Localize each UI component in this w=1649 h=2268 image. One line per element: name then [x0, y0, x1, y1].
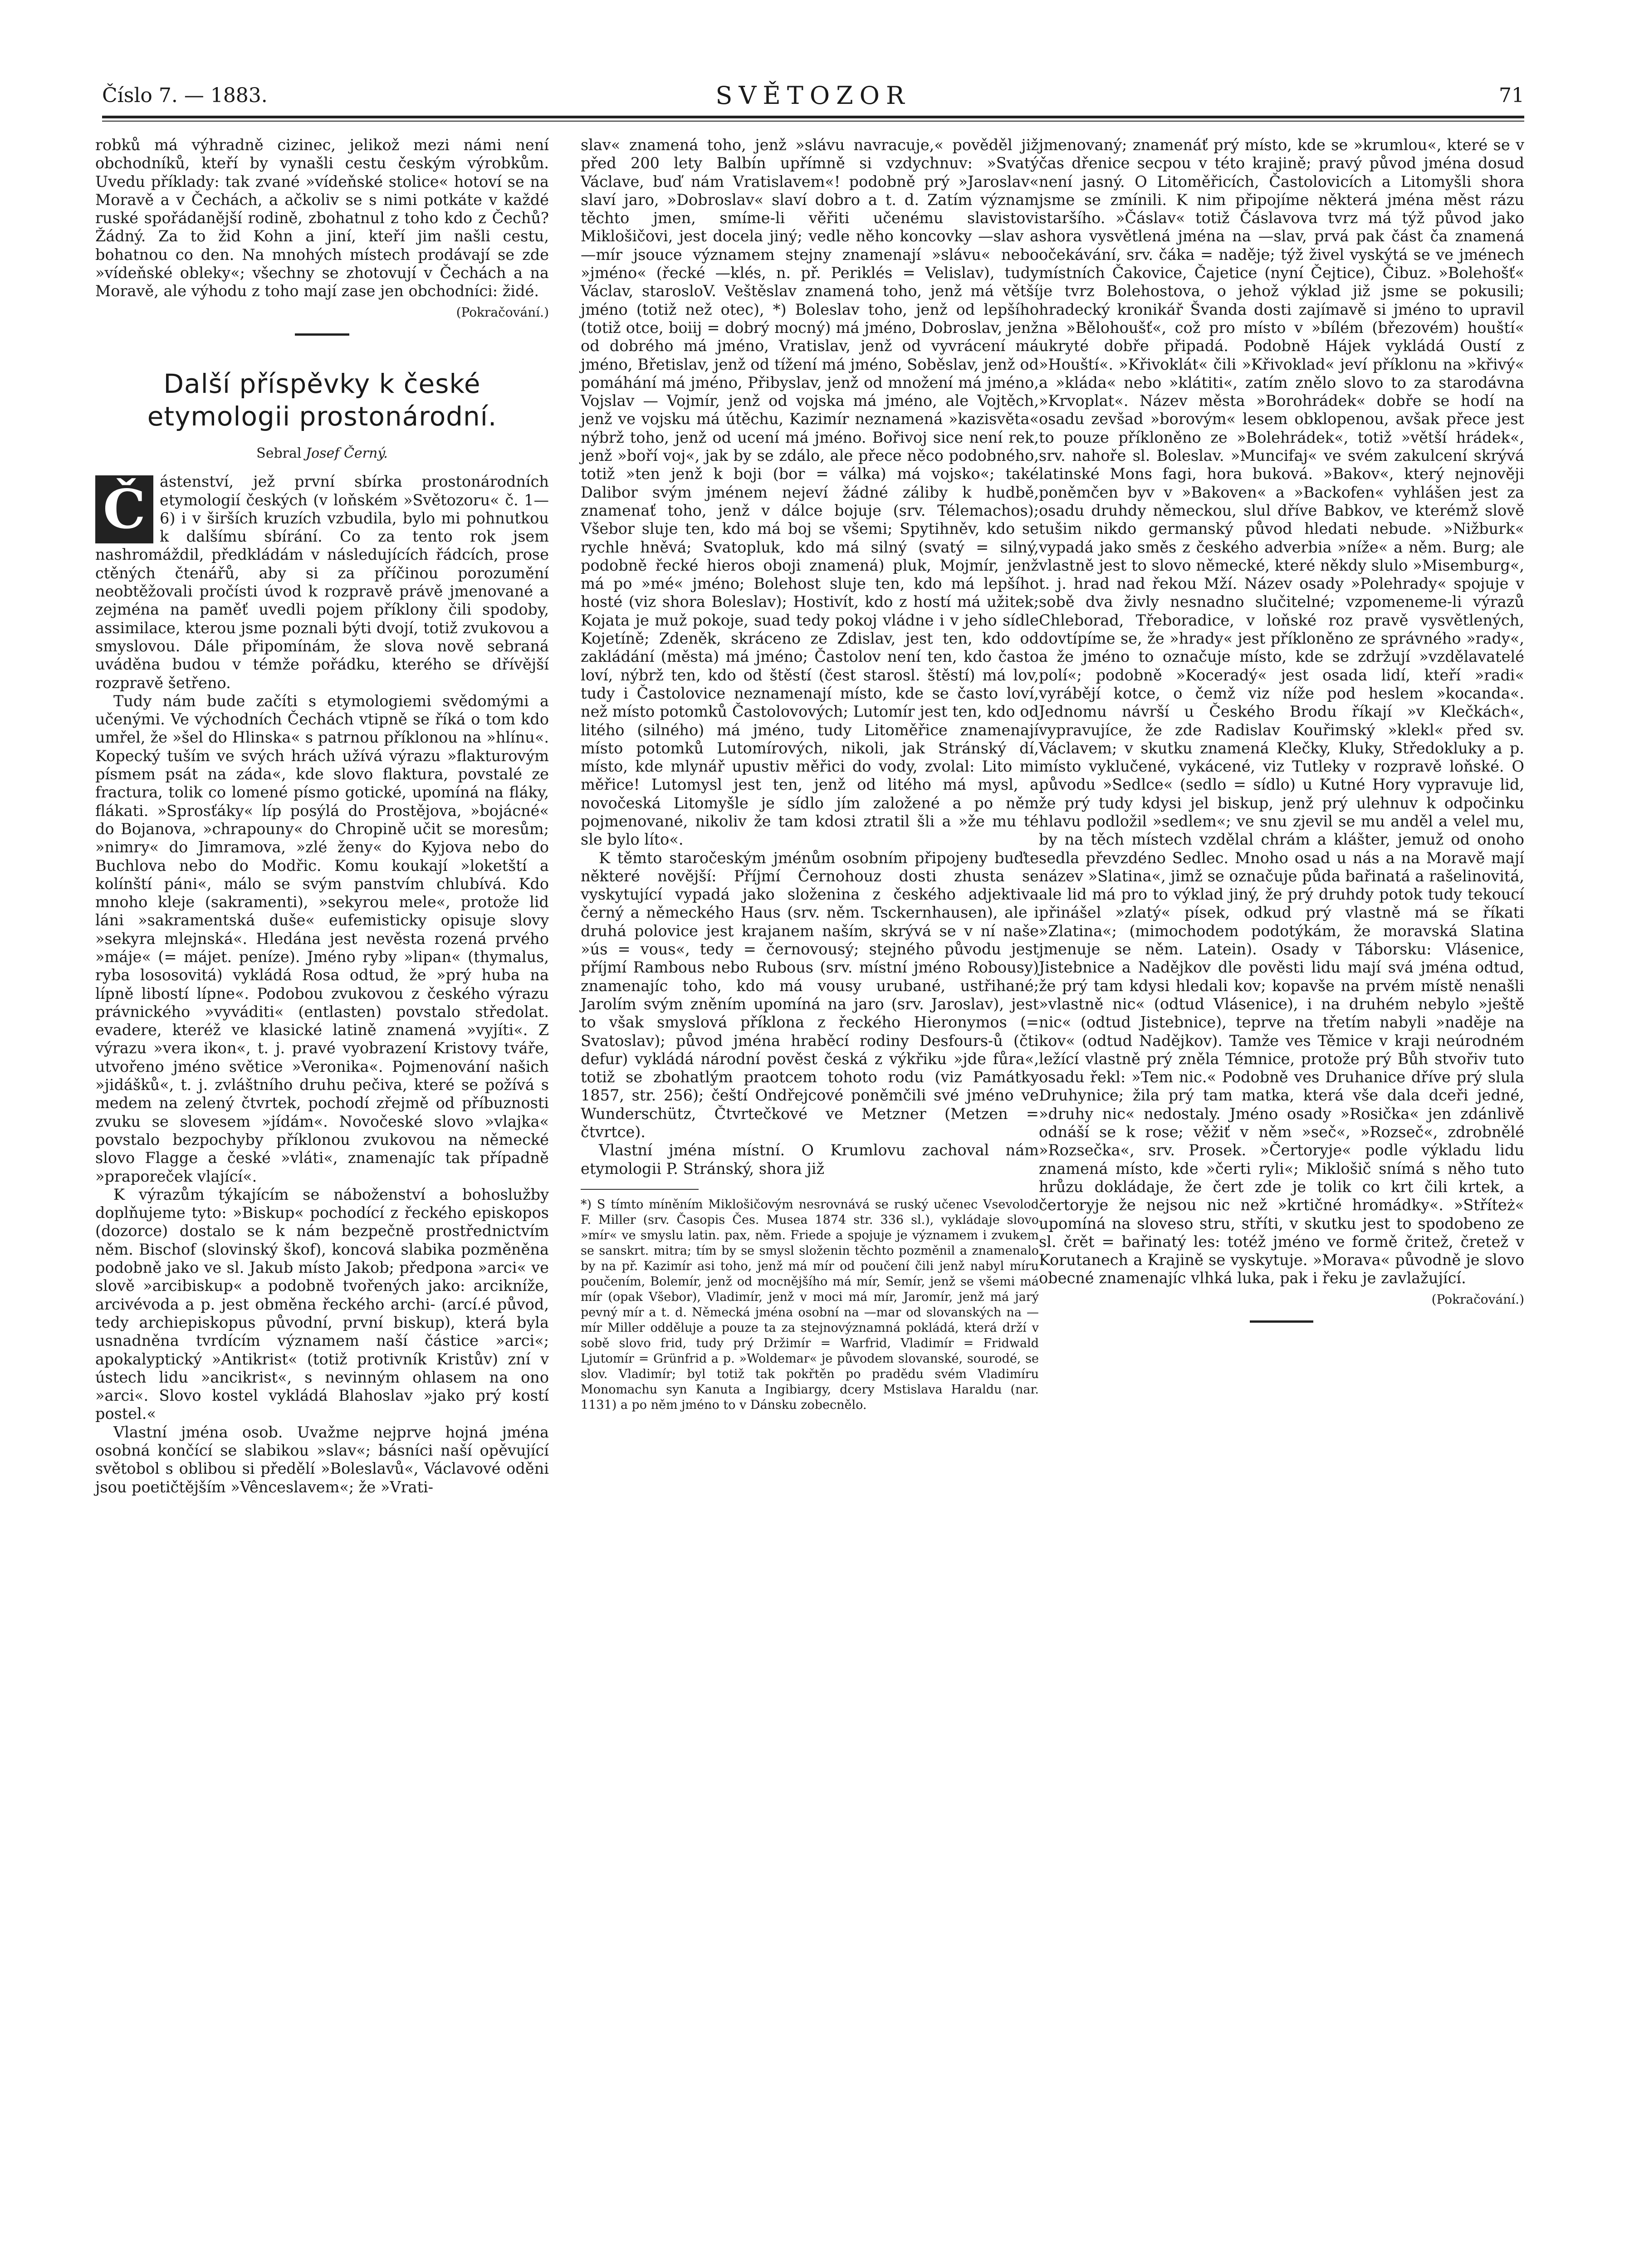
- header-rule: [102, 116, 1524, 118]
- page-header: [102, 81, 1524, 111]
- column-3: [1039, 136, 1524, 1323]
- paragraph-text: ástenství, jež první sbírka prostonárodních etymologií českých (v loňském »Světozoru« č. 1—6) i v širších kruzích vzbudila, bylo mi pohnutkou k dalšímu sbírání. Co za tento rok jsem nashromáždil, předkládám v následujících řádcích, prose ctěných čtenářů, aby si za příčinou porozumění neobtěžovali pročísti úvod k rozpravě právě jmenované a zejména na paměť uvedli pojem příklony čili spodoby, assimilace, kterou jsme poznali býti dvojí, totiž zvukovou a smyslovou. Dále připomínám, že slova nově sebraná uváděna budou v témže pořádku, kterého se dřívější rozpravě šetřeno.: [95, 473, 549, 692]
- continued-note: (Pokračování.): [1431, 1291, 1524, 1307]
- journal-title: SVĚTOZOR: [715, 81, 911, 110]
- byline: [95, 445, 549, 463]
- article-paragraph: Tudy nám bude začíti s etymologiemi svědomými a učenými. Ve východních Čechách vtipně se říká o tom kdo umřel, že »šel do Hlinska« s patrnou příklonou na »hlínu«. Kopecký tuším ve svých hrách užívá výrazu »flakturovým písmem psát na záda«, kde slovo flaktura, povstalé ze fractura, tolik co lomené písmo gotické, upomíná na fláky, flákati. »Sprosťáky« líp posýlá do Prostějova, »bojácné« do Bojanova, »chrapouny« do Chropině učit se moresům; »nimry« do Jimramova, »zlé ženy« do Kyjova nebo do Buchlova nebo do Modřic. Komu koukají »loketští a kolínští páni«, málo se svým panstvím chlubívá. Kdo mnoho kleje (sakramenti), »sekyrou mele«, protože lid láni »sakramentská duše« eufemisticky opisuje slovy »sekyra mlejnská«. Hledána jest nevěsta rozená prvého »máje« (= májet. peníze). Jméno ryby »lipan« (thymalus, ryba lososovitá) vykládá Rosa odtud, že »prý huba na lípně libostí lípne«. Podobou zvukovou z českého výrazu právnického »vyváditi« (entlasten) povstalo středolat. evadere, kteréž ve klasické latině znamená »vyjíti«. Z výrazu »vera ikon«, t. j. pravé vyobrazení Kristovy tváře, utvořeno jméno světice »Veronika«. Pojmenování našich »jidášků«, t. j. zvláštního druhu pečiva, které se požívá s medem na zelený čtvrtek, pochodí zřejmě od příbuznosti zvuku se slovesem »jídám«. Novočeské slovo »vlajka« povstalo bezpochyby příklonou zvukovou na německé slovo Flagge a české »vláti«, znamenajíc tak případně »praporeček vlající«.: [95, 692, 549, 1185]
- byline-author: Josef Černý.: [306, 445, 388, 461]
- article-paragraph: jmenovaný; znamenáť prý místo, kde se »krumlou«, které se v čas dřenice secpou v této krajině; pravý původ jména dosud není jasný. O Litoměřicích, Častolovicích a Litomyšli shora jsme se zmínili. K nim připojíme některá jména měst rázu staršího. »Čáslav« totiž Čáslavova tvrz má týž původ jako shora vysvětlená jména na —slav, prvá pak část ča znamená očekávání, srv. čáka = naděje; týž živel vyskýtá se ve jménech místních Čakovice, Čajetice (nyní Čejtice), Čibuz. »Bolehošť« je tvrz Bolehostova, o jehož výklad již jsme se pokusili; hradecký kronikář Švanda dosti zajímavě si jméno to upravil na »Bělohoušť«, což pro místo v »bílém (březovém) houští« ukryté dobře připadá. Podobně Hájek vykládá Oustí z »Houští«. »Křivoklát« čili »Křivoklad« jeví příklonu na »křivý« a »kláda« nebo »klátiti«, zatím znělo slovo to za starodávna »Krvoplat«. Název města »Borohrádek« dobře se hodí na osadu zevšad »borovým« lesem obklopenou, avšak přece jest to pouze příkloněno ze »Bolehrádek«, totiž »větší hrádek«, srv. nahoře sl. Boleslav. »Muncifaj« ve svém zakulcení skrývá latinské Mons fagi, hora buková. »Bakov«, který nejnověji poněmčen byv v »Bakoven« a »Backofen« vyhlášen jest za osadu druhdy německou, slul dříve Babkov, ve kterémž slově tušim nikdo germanský původ hledati nebude. »Nižburk« vypadá jako směs z českého adverbia »níže« a něm. Burg; ale vlastně jest to slovo německé, které někdy slulo »Misemburg«, t. j. hrad nad řekou Mží. Název osady »Polehrady« spojuje v sobě dva živly nesnadno slučitelné; vzpomeneme-li výrazů Chleborad, Třeboradice, v loňské roz pravě vysvětlených, dovtípíme se, že »hrady« jest příkloněno ze správného »rady«, a že jméno to označuje místo, kde se zdržují »vzdělavatelé polí«; podobně »Koceradý« jest osada lidí, kteří »radi« vyrábějí kotce, o čemž viz níže pod heslem »kocanda«. Jednomu návrší u Českého Brodu říkají »v Klečkách«, vypravujíce, že zde Radislav Kouřimský »klekl« před sv. Václavem; v skutku znamená Klečky, Kluky, Středokluky a p. místo vyklučené, vykácené, viz Tutleky v rozpravě loňské. O původu »Sedlce« (sedlo = sídlo) u Kutné Hory vypravuje lid, že prý tudy kdysi jel biskup, jenž prý ulehnuv k odpočinku hlavu podložil »sedlem«; ve snu zjevil se mu anděl a velel mu, by na těch místech vzdělal chrám a klášter, jemuž od onoho sedla převzdéno Sedlec. Mnoho osad u nás a na Moravě mají název »Slatina«, jimž se označuje půda bařinatá a rašelinovitá, ale lid má pro to výklad jiný, že prý druhdy potok tudy tekoucí přinášel »zlatý« písek, odkud prý vlastně má se říkati »Zlatina«; (mimochodem podotýkám, že moravská Slatina jmenuje se něm. Latein). Osady v Táborsku: Vlásenice, Jistebnice a Nadějkov dle pověsti lidu mají svá jména odtud, že prý tam kdysi hledali kov; kopavše na prvém místě nenašli »vlastně nic« (odtud Vlásenice), i na druhém nebylo »ještě nic« (odtud Jistebnice), teprve na třetím nabyli »naděje na kov« (odtud Nadějkov). Tamže ves Těmice v kraji neúrodném ležící vlastně prý zněla Témnice, protože prý Bůh stvořiv tuto osadu řekl: »Tem nic.« Podobně ves Druhanice dříve prý slula Druhynice; žila prý tam matka, která vše dala dceři jedné, »druhy nic« nedostaly. Jméno osady »Rosička« jen zdánlivě odnáší se k rose; věžiť v něm »seč«, »Rozseč«, zdrobnělé »Rozsečka«, srv. Prosek. »Čertoryje« podle výkladu lidu znamená místo, kde »čerti ryli«; Miklošič snímá s něho tuto hrůzu dokládaje, že čert zde je tolik co krt čili krtek, a čertoryje že nejsou nic než »krtičné hromádky«. »Stříteż« upomíná na sloveso stru, stříti, v skutku jest to spodobeno ze sl. črět = bařinatý les: totéž jméno ve formě čritež, čretež v Korutanech a Krajině se vyskytuje. »Morava« původně je slovo obecné znamenajíc vlhká luka, pak i řeku je zavlažující.: [1039, 136, 1524, 1287]
- article-paragraph: slav« znamená toho, jenž »slávu navracuje,« pověděl již před 200 lety Balbín upřímně si vzdychnuv: »Svatý Václave, buď nám Vratislavem«! podobně prý »Jaroslav« slaví jaro, »Dobroslav« slaví dobro a t. d. Zatím význam těchto jmen, smíme-li věřiti učenému slavistovi Miklošičovi, jest docela jiný; vedle něho koncovky —slav a —mír jsouce významem stejny znamenají »slávu« nebo »jméno« (řecké —klés, n. př. Periklés = Velislav), tudy Václav, starosloV. Veštěslav znamená toho, jenž má větší jméno (totiž než otec), *) Boleslav toho, jenž od lepšího (totiž otce, boiij = dobrý mocný) má jméno, Dobroslav, jenž od dobrého má jméno, Vratislav, jenž od vyvrácení má jméno, Břetislav, jenž od tížení má jméno, Soběslav, jenž od pomáhání má jméno, Přibyslav, jenž od množení má jméno, Vojslav — Vojmír, jenž od vojska má jméno, ale Vojtěch, jenž ve vojsku má útěchu, Kazimír neznamená »kazisvěta« nýbrž toho, jenž od ucení má jméno. Bořivoj sice není rek, jenž »boří voj«, jak by se zdálo, ale přece něco podobného, totiž »ten jenž k boji (bor = válka) má vojsko«; také Dalibor svým jménem nejeví žádné záliby k hudbě, znamenať toho, jenž v dálce bojuje (srv. Télemachos); Všebor sluje ten, kdo má boj se všemi; Spytihněv, kdo se rychle hněvá; Svatopluk, kdo má silný (svatý = silný, podobně řecké hieros oboji znamená) pluk, Mojmír, jenž má po »mé« jméno; Bolehost sluje ten, kdo má lepšího hosté (viz shora Boleslav); Hostivít, kdo z hostí má užitek; Kojata je muž pokoje, suad tedy pokoj vládne i v jeho sídle Kojetíně; Zdeněk, skráceno ze Zdislav, jest ten, kdo od zakládání (města) má jméno; Častolov není ten, kdo často loví, nýbrž ten, kdo od štěstí (čest starosl. štěstí) má lov, tudy i Častolovice neznamenají místo, kde se často loví, než místo potomků Častolovových; Lutomír jest ten, kdo od litého (silného) má jméno, tudy Litoměřice znamenají místo potomků Lutomírových, nikoli, jak Stránský dí, místo, kde mlynář upustiv měřici do vody, zvolal: Lito mi měřice! Lutomysl jest ten, jenž od litého má mysl, a novočeská Litomyšle je sídlo jím založené a po něm pojmenované, nikoliv že tam kdosi ztratil šli a »že mu té sle bylo líto«.: [581, 136, 1039, 849]
- issue-number: Číslo 7. — 1883.: [102, 84, 268, 107]
- article-paragraph: [95, 473, 549, 692]
- article-paragraph: Vlastní jména osob. Uvažme nejprve hojná jména osobná končící se slabikou »slav«; básníci naší opěvující světobol s oblibou si předělí »Boleslavů«, Václavové oděni jsou poetičtějším »Vênceslavem«; že »Vrati-: [95, 1423, 549, 1496]
- end-divider: [1250, 1320, 1313, 1323]
- header-rule-thin: [102, 121, 1524, 122]
- previous-article-end: robků má výhradně cizinec, jelikož mezi námi není obchodníků, kteří by vynašli cestu českým výrobkům. Uvedu příklady: tak zvané »vídeňské stolice« hotoví se na Moravě a v Čechách, a ačkoliv se s nimi potkáte v každé ruské spořádanější rodině, zbohatnul z toho kdo z Čechů? Žádný. Za to žid Kohn a jiní, kteří jim našli cestu, bohatnou co den. Na mnohých místech prodávají se zde »vídeňské obleky«; všechny se zhotovují v Čechách a na Moravě, ale výhodu z toho mají zase jen obchodníci: židé.: [95, 136, 549, 300]
- section-divider: [295, 333, 349, 336]
- article-paragraph: K těmto staročeským jménům osobním připojeny buďte některé novější: Příjmí Černohouz dosti zhusta se vyskytující vypadá jako složenina z českého adjektiva černý a německého Haus (srv. něm. Tsckernhausen), ale i druhá polovice jest krajanem naším, skrývá se v ní naše »ús = vous«, tedy = černovousý; stejného původu jest příjmí Rambous nebo Rubous (srv. místní jméno Robousy) znamenajíc toho, kdo má vousy urubané, ustřihané; Jarolím svým zněním upomíná na jaro (srv. Jaroslav), jest to však smyslová příklona z řeckého Hieronymos (= Svatoslav); původ jména hraběcí rodiny Desfours-ů (čti defur) vykládá národní pověst česká z výkřiku »jde fůra«, totiž se zbohatlým praotcem tohoto rodu (viz Památky 1857, str. 256); čeští Ondřejcové poněmčili své jméno ve Wunderschütz, Čtvrtečkové ve Metzner (Metzen = čtvrtce).: [581, 849, 1039, 1141]
- footnote: *) S tímto míněním Miklošičovým nesrovnává se ruský učenec Vsevolod F. Miller (srv. Časopis Čes. Musea 1874 str. 336 sl.), vykládaje slovo »mír« ve smyslu latin. pax, něm. Friede a spojuje je významem i zvukem se sanskrt. mitra; tím by se smysl složenin těchto pozměnil a znamenalo by na př. Kazimír asi toho, jenž má mír od poučení čili jenž nabyl míru poučením, Bolemír, jenž od mocnějšího má mír, Semír, jenž se všemi má mír (opak Všebor), Vladimír, jenž v moci má mír, Jaromír, jenž má jarý pevný mír a t. d. Německá jména osobní na —mar od slovanských na —mír Miller odděluje a pouze ta za stejnovýznamná pokládá, která drží v sobě slovo frid, tudy prý Držimír = Warfrid, Vladimír = Fridwald Ljutomír = Grünfrid a p. »Woldemar« je původem slovanské, sourodé, se slov. Vladimír; byl totiž tak pokřtěn po pradědu svém Vladimíru Monomachu syn Kanuta a Ingibiargy, dcery Mstislava Haraldu (nar. 1131) a po něm jméno to v Dánsku zobecnělo.: [581, 1197, 1039, 1412]
- column-2: [581, 136, 1039, 1413]
- page-number: 71: [1499, 84, 1524, 107]
- article-paragraph: Vlastní jména místní. O Krumlovu zachoval nám etymologii P. Stránský, shora již: [581, 1141, 1039, 1178]
- byline-prefix: Sebral: [256, 445, 302, 461]
- column-1: [95, 136, 549, 1496]
- article-paragraph: K výrazům týkajícím se náboženství a bohoslužby doplňujeme tyto: »Biskup« pochodící z řeckého episkopos (dozorce) dostalo se k nám bezpečně prostřednictvím něm. Bischof (slovinský škof), koncová slabika pozměněna podobně jako ve sl. Jakub místo Jakob; předpona »arci« ve slově »arcibiskup« a podobně tvořených jako: arcikníže, arcivévoda a p. jest obměna řeckého archi- (arcí.é původ, tedy archiepiskopus původní, první biskup), která byla usnadněna tvrdícím významem naší částice »arci«; apokalyptický »Antikrist« (totiž protivník Kristův) zní v ústech lidu »ancikrist«, s nevinným ohlasem na ono »arci«. Slovo kostel vykládá Blahoslav »jako prý kostí postel.«: [95, 1185, 549, 1423]
- footnote-divider: [581, 1189, 699, 1190]
- continued-note: (Pokračování.): [456, 304, 549, 320]
- drop-cap-initial: Č: [95, 475, 153, 543]
- article-title: Další příspěvky k české etymologii prostonárodní.: [147, 368, 497, 432]
